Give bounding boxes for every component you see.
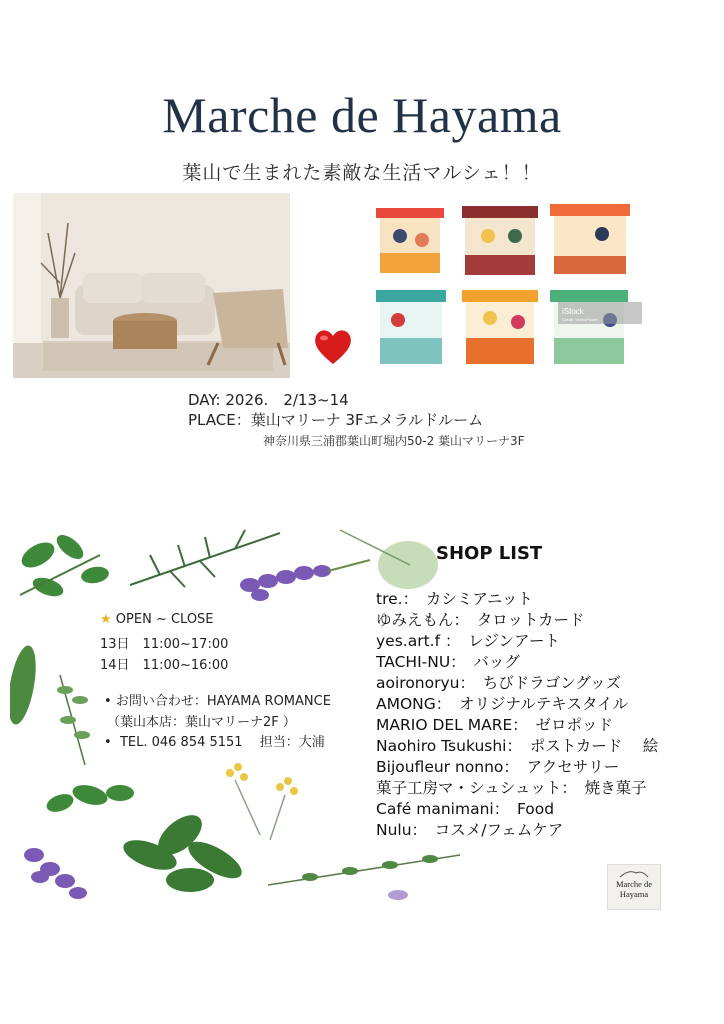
- hours-heading-text: OPEN ~ CLOSE: [115, 612, 214, 627]
- hours-line-1: 13日 11:00~17:00: [100, 637, 229, 652]
- living-room-photo: [13, 193, 290, 378]
- shop-item: tre.： カシミアニット: [376, 590, 533, 608]
- shop-item: AMONG： オリジナルテキスタイル: [376, 695, 629, 713]
- stock-caption: iStock: [562, 307, 584, 316]
- event-day: DAY: 2026. 2/13~14: [188, 391, 349, 409]
- shop-item: Café manimani： Food: [376, 800, 555, 818]
- shop-list-title: SHOP LIST: [436, 543, 543, 564]
- star-icon: ★: [100, 612, 112, 627]
- event-address: 神奈川県三浦郡葉山町堀内50-2 葉山マリーナ3F: [263, 434, 525, 448]
- contact-inquiry: [104, 690, 331, 709]
- shop-item: 菓子工房マ・シュシュット： 焼き菓子: [376, 779, 647, 797]
- shop-item: Naohiro Tsukushi： ポストカード 絵: [376, 737, 659, 755]
- hours-line-2: 14日 11:00~16:00: [100, 658, 229, 673]
- shop-item: aoironoryu： ちびドラゴングッズ: [376, 674, 622, 692]
- shop-item: ゆみえもん： タロットカード: [376, 611, 585, 629]
- shop-item: yes.art.f ： レジンアート: [376, 632, 560, 650]
- contact-store: （葉山本店：葉山マリーナ2F ）: [107, 715, 296, 730]
- contact-tel-text: TEL. 046 854 5151 担当：大浦: [119, 735, 325, 750]
- shop-item: Bijoufleur nonno： アクセサリー: [376, 758, 620, 776]
- logo-line-2: Hayama: [619, 889, 649, 899]
- hours-heading: [100, 612, 214, 627]
- page-title: Marche de Hayama: [162, 87, 562, 143]
- bullet-icon: •: [104, 735, 120, 750]
- mountain-icon: [619, 868, 649, 878]
- contact-tel: [104, 731, 325, 750]
- shop-item: MARIO DEL MARE： ゼロポッド: [376, 716, 614, 734]
- contact-inquiry-text: お問い合わせ：HAYAMA ROMANCE: [115, 694, 331, 709]
- shop-item: TACHI-NU： バッグ: [376, 653, 520, 671]
- heart-icon: [310, 324, 356, 370]
- brand-logo: [607, 864, 661, 910]
- market-stalls-illustration: [370, 198, 646, 376]
- shop-item: Nulu： コスメ/フェムケア: [376, 821, 564, 839]
- bullet-icon: •: [104, 694, 116, 709]
- event-place: PLACE：葉山マリーナ 3Fエメラルドルーム: [188, 411, 484, 429]
- logo-line-1: Marche de: [615, 879, 653, 889]
- page-subtitle: 葉山で生まれた素敵な生活マルシェ！！: [182, 162, 542, 184]
- stock-credit: Credit: VectorPower: [562, 317, 598, 322]
